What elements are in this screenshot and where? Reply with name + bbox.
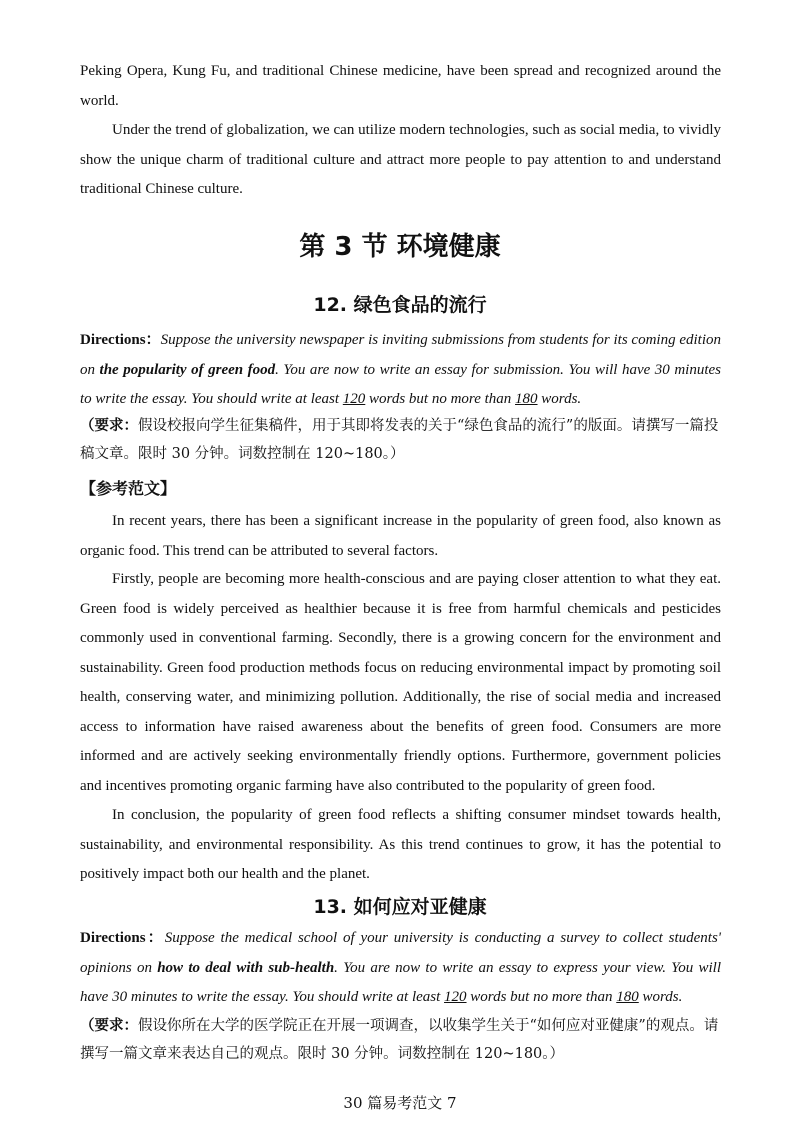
max-words: 180 xyxy=(616,989,639,1005)
topic-12-directions: Directions：Suppose the university newspaper is inviting submissions from students for its coming edition on the popularity of green food. You are now to write an essay for submission. You will have 30 minutes to write the essay. You should write at least 120 words but no more than 180 words. xyxy=(80,332,721,407)
essay-paragraph-1: In recent years, there has been a significant increase in the popularity of green food, also known as organic food. This trend can be attributed to several factors. xyxy=(80,513,721,559)
topic-12-chinese-note: （要求：假设校报向学生征集稿件，用于其即将发表的关于“绿色食品的流行”的版面。请撰写一篇投稿文章。限时 30 分钟。词数控制在 120~180。） xyxy=(80,417,719,462)
essay-paragraph-3: In conclusion, the popularity of green food reflects a shifting consumer mindset towards health, sustainability, and environmental responsibility. As this trend continues to grow, it has the potential to positively impact both our health and the planet. xyxy=(80,807,721,882)
directions-label: Directions： xyxy=(80,332,161,348)
min-words: 120 xyxy=(444,989,467,1005)
topic-13-directions: Directions：Suppose the medical school of your university is conducting a survey to collect students' opinions on how to deal with sub-health. You are now to write an essay to express your view. You will have 30 minutes to write the essay. You should write at least 120 words but no more than 180 words. xyxy=(80,930,722,1005)
directions-label: Directions： xyxy=(80,930,165,946)
min-words: 120 xyxy=(342,391,366,407)
page-footer: 30 篇易考范文 7 xyxy=(343,1094,457,1112)
topic-13-title: 13. 如何应对亚健康 xyxy=(313,896,487,918)
topic-12-title: 12. 绿色食品的流行 xyxy=(313,294,487,316)
intro-paragraph-1: Peking Opera, Kung Fu, and traditional Chinese medicine, have been spread and recognized around the world. xyxy=(80,63,721,109)
max-words: 180 xyxy=(515,391,538,407)
essay-paragraph-2: Firstly, people are becoming more health-conscious and are paying closer attention to what they eat. Green food is widely perceived as healthier because it is free from harmful chemicals and pesticides commonly used in conventional farming. Secondly, there is a growing concern for the environment and sustainability. Green food production methods focus on reducing environmental impact by promoting soil health, conserving water, and minimizing pollution. Additionally, the rise of social media and increased access to information have raised awareness about the benefits of green food. Consumers are more informed and are actively seeking environmentally friendly options. Furthermore, government policies and incentives promoting organic farming have also contributed to the popularity of green food. xyxy=(80,571,721,794)
section-title: 第 3 节 环境健康 xyxy=(299,232,501,262)
intro-paragraph-2: Under the trend of globalization, we can utilize modern technologies, such as social media, to vividly show the unique charm of traditional culture and attract more people to pay attention to and understand traditional Chinese culture. xyxy=(80,122,721,197)
topic-13-chinese-note: （要求：假设你所在大学的医学院正在开展一项调查，以收集学生关于“如何应对亚健康”的观点。请撰写一篇文章来表达自己的观点。限时 30 分钟。词数控制在 120~180。） xyxy=(80,1017,719,1062)
reference-essay-label: 【参考范文】 xyxy=(80,479,177,498)
